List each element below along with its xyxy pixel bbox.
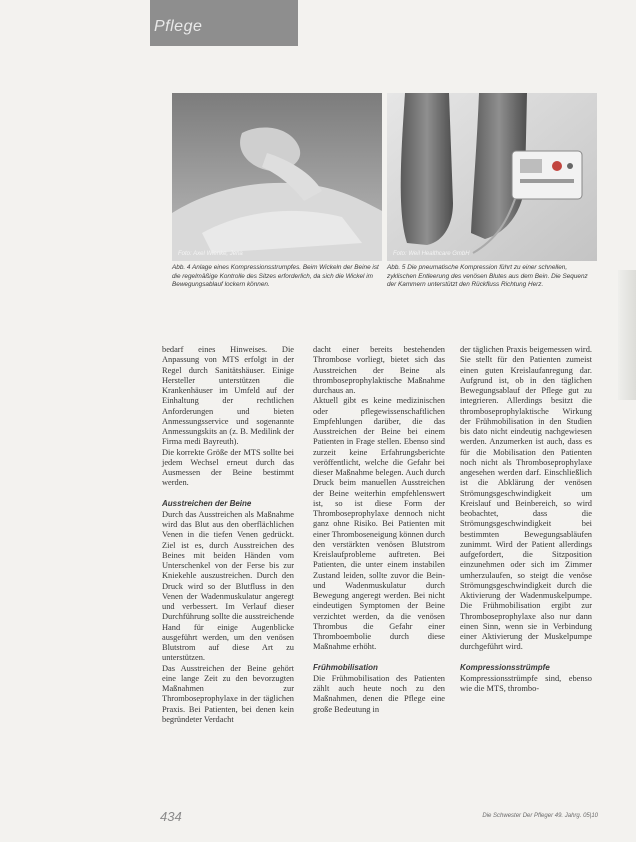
- photo-credit: Foto: Axel Wienke, Jena: [178, 251, 243, 257]
- text-column: [162, 345, 294, 725]
- section-heading: Frühmobilisation: [313, 662, 378, 672]
- paragraph: dacht einer bereits bestehenden Thrombose vorliegt, bietet sich das Ausstreichen der Beine als thromboseprophylaktische Maßnahme durchaus an.: [313, 345, 445, 395]
- section-heading: Ausstreichen der Beine: [162, 498, 252, 508]
- page-number: 434: [160, 809, 182, 824]
- paragraph: Die korrekte Größe der MTS sollte bei jedem Wechsel erneut durch das Ausmessen der Beine bestimmt werden.: [162, 447, 294, 488]
- page-spine-shadow: [618, 270, 636, 400]
- paragraph: Das Ausstreichen der Beine gehört eine lange Zeit zu den bevorzugten Maßnahmen zur Thromboseprophylaxe in der täglichen Praxis. Bei Patienten, bei denen kein begründeter Verdacht: [162, 663, 294, 724]
- text-column: [460, 345, 592, 694]
- photo-credit: Foto: Weil Healthcare GmbH: [393, 251, 470, 257]
- paragraph: bedarf eines Hinweises. Die Anpassung von MTS erfolgt in der Regel durch Sanitätshäuser. Einige Hersteller unterstützen die Krankenhäuser im Umfeld auf der Einhaltung der rechtlichen Anforderungen und bieten Anmessungsservice und sogenannte Anmessungskits an (z. B. Medilink der Firma medi Bayreuth).: [162, 345, 294, 447]
- paragraph: Kompressionsstrümpfe sind, ebenso wie die MTS, thrombo-: [460, 673, 592, 693]
- journal-reference: Die Schwester Der Pfleger 49. Jahrg. 05|10: [482, 813, 598, 819]
- paragraph: Durch das Ausstreichen als Maßnahme wird das Blut aus den oberflächlichen Venen in die tiefen Venen gedrückt. Ziel ist es, durch Ausstreichen des Beines mit beiden Händen vom Unterschenkel von der Ferse bis zur Kniekehle auszustreichen. Durch den Druck wird so der Blutfluss in den Venen der Wadenmuskulatur angeregt und verbessert. Im Verlauf dieser Durchführung sollte die ausstreichende Hand für einige Augenblicke ausgeführt werden, um den venösen Blutstrom auf diese Art zu unterstützen.: [162, 509, 294, 663]
- figure-photo-compression-device: [387, 93, 597, 261]
- section-heading: Kompressionsstrümpfe: [460, 662, 550, 672]
- page-title: Pflege: [154, 18, 203, 35]
- figure-caption: Abb. 4 Anlage eines Kompressionsstrumpfes. Beim Wickeln der Beine ist die regelmäßige Kontrolle des Sitzes erforderlich, da sich die Wickel im Bewegungsablauf lockern können.: [172, 264, 379, 289]
- paragraph: der täglichen Praxis beigemessen wird. Sie stellt für den Patienten zumeist einen guten Kreislaufanregung dar. Aufgrund ist, ob in den täglichen Bewegungsablauf der Pflege gut zu integrieren. Allerdings besitzt die thromboseprophylaktische Wirkung der Frühmobilisation in den Studien bis dato nicht eindeutig nachgewiesen werden. Anzumerken ist auch, dass es für die Mobilisation den Patienten noch nicht als Thromboseprophylaxe angesehen werden darf. Einschließlich ist die Abklärung der venösen Strömungsgeschwindigkeit um Kreislauf und Beinbereich, so wird beobachtet, dass die Strömungsgeschwindigkeit bei bestimmten Bewegungsabläufen zunimmt. Wird der Patient allerdings aufgefordert, die Sitzposition einzunehmen oder sich im Zimmer umherzulaufen, so steigt die venöse Strömungsgeschwindigkeit durch die Aktivierung der Wadenmuskelpumpe. Die Frühmobilisation ergibt zur Thromboseprophylaxe also nur dann einen Sinn, wenn sie in Verbindung einer Aktivierung der Muskelpumpe durchgeführt wird.: [460, 345, 592, 652]
- text-column: [313, 345, 445, 715]
- figure-caption: Abb. 5 Die pneumatische Kompression führt zu einer schnellen, zyklischen Entleerung des venösen Blutes aus dem Bein. Die Sequenz der Kammern unterstützt den Rückfluss Richtung Herz.: [387, 264, 588, 289]
- paragraph: Die Frühmobilisation des Patienten zählt auch heute noch zu den Maßnahmen, denen die Pflege eine große Bedeutung in: [313, 673, 445, 714]
- paragraph: Aktuell gibt es keine medizinischen oder pflegewissenschaftlichen Empfehlungen darüber, die das Ausstreichen der Beine bei einem Patienten in Frage stellen. Ebenso sind zurzeit keine Erfahrungsberichte veröffentlicht, welche die Gefahr bei dieser Maßnahme belegen. Auch durch Druck beim manuellen Ausstreichen der Beine weiterhin empfehlenswert ist, so ist diese Form der Thromboseprophylaxe dennoch nicht ganz ohne Risiko. Bei Patienten mit einer Thromboseneigung können durch den verstärkten venösen Blutstrom Kreislaufprobleme auftreten. Bei Patienten, die unter einem instabilen Zustand leiden, sollte zuvor die Bein- und Wadenmuskulatur durch Bewegung angeregt werden. Bei nicht eindeutigen Symptomen der Beine verzichtet werden, da die venösen Thrombus die Gefahr einer Thromboembolie durch diese Maßnahme erhöht.: [313, 396, 445, 652]
- figure-photo-hands-on-leg: [172, 93, 382, 261]
